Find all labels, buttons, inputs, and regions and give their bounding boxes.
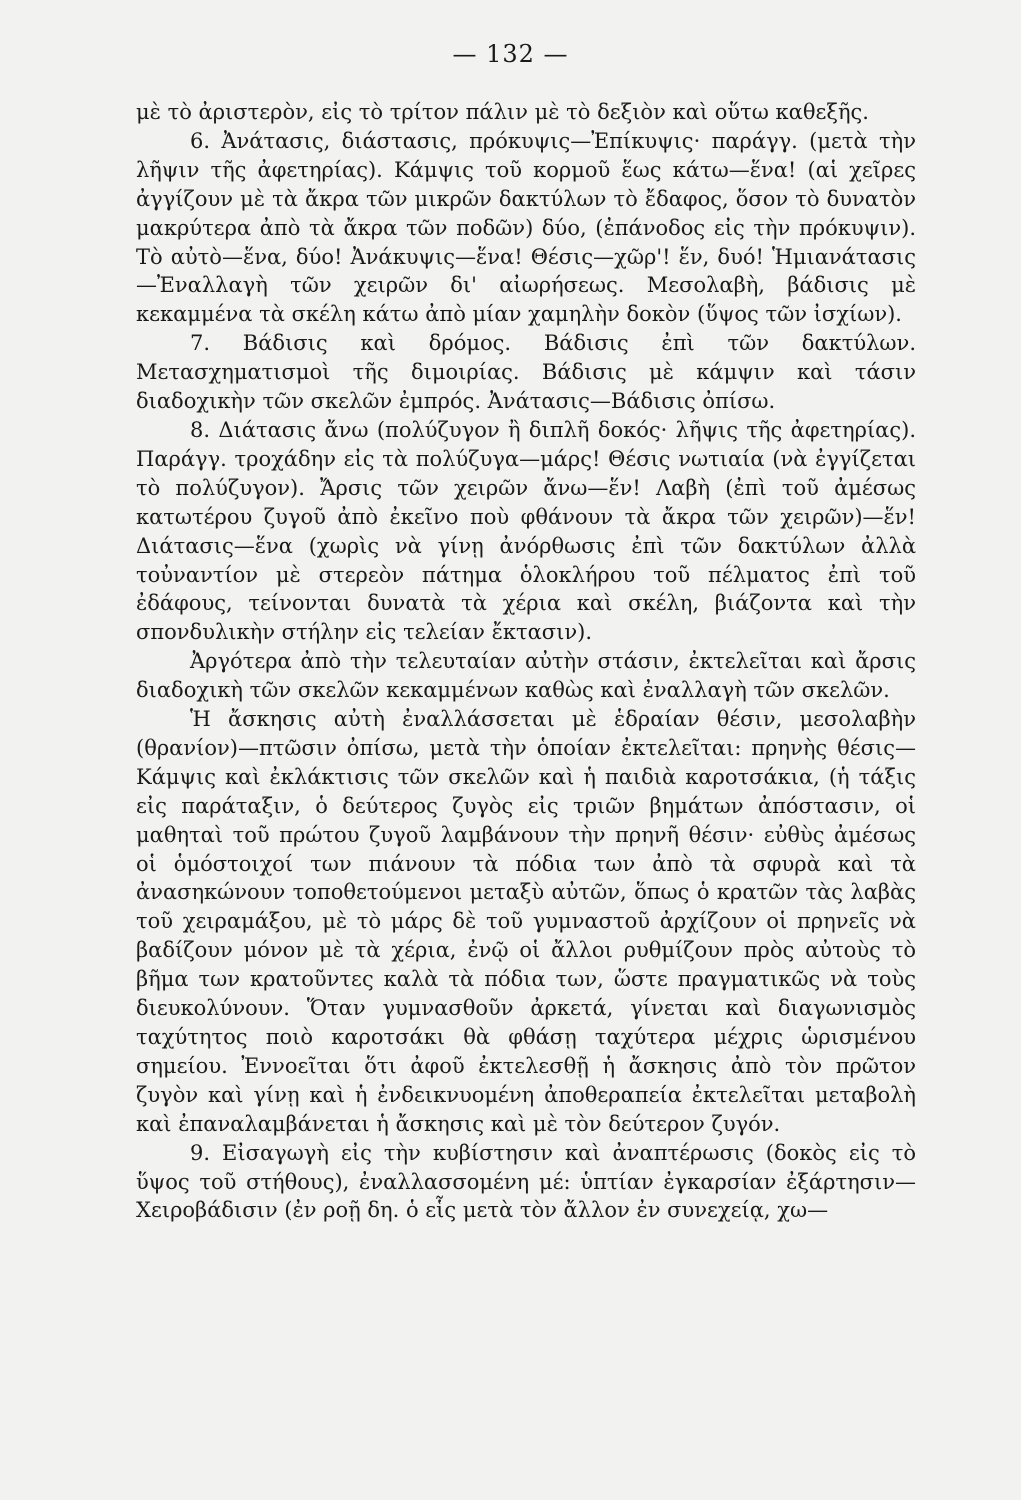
body-text (136, 98, 916, 1225)
paragraph-continuation: μὲ τὸ ἀριστερὸν, εἰς τὸ τρίτον πάλιν μὲ τὸ δεξιὸν καὶ οὕτω καθεξῆς. (136, 100, 869, 124)
paragraph-later-stance: Ἀργότερα ἀπὸ τὴν τελευταίαν αὐτὴν στάσιν, ἐκτελεῖται καὶ ἄρσις διαδοχικὴ τῶν σκελῶν κεκαμμένων καθὼς καὶ ἐναλλαγὴ τῶν σκελῶν. (136, 649, 916, 703)
paragraph-exercise-6: 6. Ἀνάτασις, διάστασις, πρόκυψις—Ἐπίκυψις· παράγγ. (μετὰ τὴν λῆψιν τῆς ἀφετηρίας). Κάμψις τοῦ κορμοῦ ἕως κάτω—ἕνα! (αἱ χεῖρες ἀγγίζουν μὲ τὰ ἄκρα τῶν μικρῶν δακτύλων τὸ ἔδαφος, ὅσον τὸ δυνατὸν μακρύτερα ἀπὸ τὰ ἄκρα τῶν ποδῶν) δύο, (ἐπάνοδος εἰς τὴν πρόκυψιν). Τὸ αὐτὸ—ἕνα, δύο! Ἀνάκυψις—ἕνα! Θέσις—χῶρ'! ἕν, δυό! Ἡμιανάτασις—Ἐναλλαγὴ τῶν χειρῶν δι' αἰωρήσεως. Μεσολαβὴ, βάδισις μὲ κεκαμμένα τὰ σκέλη κάτω ἀπὸ μίαν χαμηλὴν δοκὸν (ὕψος τῶν ἰσχίων). (136, 128, 916, 327)
paragraph-exercise-8: 8. Διάτασις ἄνω (πολύζυγον ἢ διπλῆ δοκός· λῆψις τῆς ἀφετηρίας). Παράγγ. τροχάδην εἰς τὰ πολύζυγα—μάρς! Θέσις νωτιαία (νὰ ἐγγίζεται τὸ πολύζυγον). Ἄρσις τῶν χειρῶν ἄνω—ἕν! Λαβὴ (ἐπὶ τοῦ ἀμέσως κατωτέρου ζυγοῦ ἀπὸ ἐκεῖνο ποὺ φθάνουν τὰ ἄκρα τῶν χειρῶν)—ἕν! Διάτασις—ἕνα (χωρὶς νὰ γίνῃ ἀνόρθωσις ἐπὶ τῶν δακτύλων ἀλλὰ τοὐναντίον μὲ στερεὸν πάτημα ὁλοκλήρου τοῦ πέλματος ἐπὶ τοῦ ἐδάφους, τείνονται δυνατὰ τὰ χέρια καὶ σκέλη, βιάζοντα καὶ τὴν σπονδυλικὴν στήλην εἰς τελείαν ἔκτασιν). (136, 417, 916, 645)
paragraph-exercise-9: 9. Εἰσαγωγὴ εἰς τὴν κυβίστησιν καὶ ἀναπτέρωσις (δοκὸς εἰς τὸ ὕψος τοῦ στήθους), ἐναλλασσομένη μέ: ὑπτίαν ἐγκαρσίαν ἐξάρτησιν—Χειροβάδισιν (ἐν ροῇ δη. ὁ εἷς μετὰ τὸν ἄλλον ἐν συνεχείᾳ, χω— (136, 1140, 916, 1223)
page-number: — 132 — (452, 40, 569, 68)
paragraph-exercise-7: 7. Βάδισις καὶ δρόμος. Βάδισις ἐπὶ τῶν δακτύλων. Μετασχηματισμοὶ τῆς διμοιρίας. Βάδισις μὲ κάμψιν καὶ τάσιν διαδοχικὴν τῶν σκελῶν ἐμπρός. Ἀνάτασις—Βάδισις ὀπίσω. (136, 331, 916, 414)
paragraph-alternation: Ἡ ἄσκησις αὐτὴ ἐναλλάσσεται μὲ ἑδραίαν θέσιν, μεσολαβὴν (θρανίον)—πτῶσιν ὀπίσω, μετὰ τὴν ὁποίαν ἐκτελεῖται: πρηνὴς θέσις—Κάμψις καὶ ἐκλάκτισις τῶν σκελῶν καὶ ἡ παιδιὰ καροτσάκια, (ἡ τάξις εἰς παράταξιν, ὁ δεύτερος ζυγὸς εἰς τριῶν βημάτων ἀπόστασιν, οἱ μαθηταὶ τοῦ πρώτου ζυγοῦ λαμβάνουν τὴν πρηνῆ θέσιν· εὐθὺς ἀμέσως οἱ ὁμόστοιχοί των πιάνουν τὰ πόδια των ἀπὸ τὰ σφυρὰ καὶ τὰ ἀνασηκώνουν τοποθετούμενοι μεταξὺ αὐτῶν, ὅπως ὁ κρατῶν τὰς λαβὰς τοῦ χειραμάξου, μὲ τὸ μάρς δὲ τοῦ γυμναστοῦ ἀρχίζουν οἱ πρηνεῖς νὰ βαδίζουν μόνον μὲ τὰ χέρια, ἐνῷ οἱ ἄλλοι ρυθμίζουν πρὸς αὐτοὺς τὸ βῆμα των κρατοῦντες καλὰ τὰ πόδια των, ὥστε πραγματικῶς νὰ τοὺς διευκολύνουν. Ὅταν γυμνασθοῦν ἀρκετά, γίνεται καὶ διαγωνισμὸς ταχύτητος ποιὸ καροτσάκι θὰ φθάσῃ ταχύτερα μέχρις ὡρισμένου σημείου. Ἐννοεῖται ὅτι ἀφοῦ ἐκτελεσθῇ ἡ ἄσκησις ἀπὸ τὸν πρῶτον ζυγὸν καὶ γίνῃ καὶ ἡ ἐνδεικνυομένη ἀποθεραπεία ἐκτελεῖται μεταβολὴ καὶ ἐπαναλαμβάνεται ἡ ἄσκησις καὶ μὲ τὸν δεύτερον ζυγόν. (136, 707, 916, 1136)
